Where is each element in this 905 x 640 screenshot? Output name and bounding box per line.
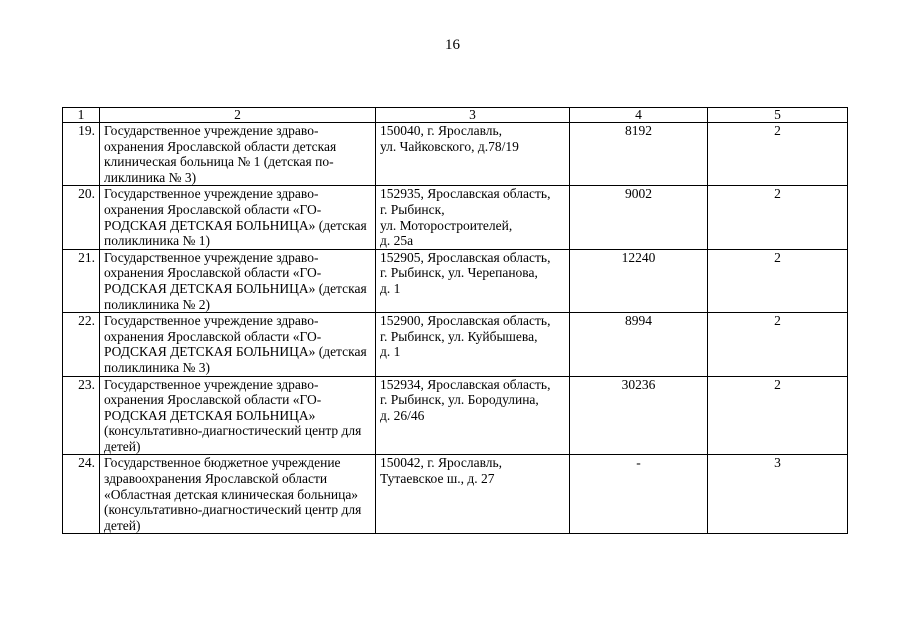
institution-name: Государственное учреждение здравоохранения Ярославской области «ГОРОДСКАЯ ДЕТСКАЯ БОЛЬНИЦА» (консультативно-диагностический центр для детей) xyxy=(100,376,376,455)
row-number: 23. xyxy=(63,376,100,455)
row-number: 19. xyxy=(63,123,100,186)
institution-address: 152934, Ярославская область, г. Рыбинск, ул. Бородулина, д. 26/46 xyxy=(376,376,570,455)
category: 2 xyxy=(708,186,848,249)
institution-address: 150042, г. Ярославль, Тутаевское ш., д. 27 xyxy=(376,455,570,534)
table-row xyxy=(63,376,848,455)
patient-count: 8192 xyxy=(570,123,708,186)
category: 2 xyxy=(708,376,848,455)
institution-name: Государственное учреждение здравоохранения Ярославской области детская клиническая больница № 1 (детская поликлиника № 3) xyxy=(100,123,376,186)
column-header-number: 1 xyxy=(63,108,100,123)
patient-count: 9002 xyxy=(570,186,708,249)
table-row xyxy=(63,186,848,249)
institution-name: Государственное учреждение здравоохранения Ярославской области «ГОРОДСКАЯ ДЕТСКАЯ БОЛЬНИЦА» (детская поликлиника № 2) xyxy=(100,249,376,312)
table-row xyxy=(63,455,848,534)
column-header-category: 5 xyxy=(708,108,848,123)
row-number: 20. xyxy=(63,186,100,249)
patient-count: - xyxy=(570,455,708,534)
category: 2 xyxy=(708,123,848,186)
column-header-address: 3 xyxy=(376,108,570,123)
category: 2 xyxy=(708,249,848,312)
category: 3 xyxy=(708,455,848,534)
column-header-count: 4 xyxy=(570,108,708,123)
row-number: 24. xyxy=(63,455,100,534)
row-number: 21. xyxy=(63,249,100,312)
institution-address: 152900, Ярославская область, г. Рыбинск, ул. Куйбышева, д. 1 xyxy=(376,313,570,376)
patient-count: 8994 xyxy=(570,313,708,376)
institution-address: 150040, г. Ярославль, ул. Чайковского, д.78/19 xyxy=(376,123,570,186)
row-number: 22. xyxy=(63,313,100,376)
institution-name: Государственное учреждение здравоохранения Ярославской области «ГОРОДСКАЯ ДЕТСКАЯ БОЛЬНИЦА» (детская поликлиника № 3) xyxy=(100,313,376,376)
institutions-table xyxy=(62,107,848,534)
institution-address: 152935, Ярославская область, г. Рыбинск, ул. Моторостроителей, д. 25а xyxy=(376,186,570,249)
column-header-name: 2 xyxy=(100,108,376,123)
category: 2 xyxy=(708,313,848,376)
patient-count: 12240 xyxy=(570,249,708,312)
institution-address: 152905, Ярославская область, г. Рыбинск, ул. Черепанова, д. 1 xyxy=(376,249,570,312)
table-row xyxy=(63,123,848,186)
institution-name: Государственное бюджетное учреждение здравоохранения Ярославской области «Областная детская клиническая больница» (консультативно-диагностический центр для детей) xyxy=(100,455,376,534)
table-row xyxy=(63,313,848,376)
table-header-row xyxy=(63,108,848,123)
page-number: 16 xyxy=(445,37,460,53)
institution-name: Государственное учреждение здравоохранения Ярославской области «ГОРОДСКАЯ ДЕТСКАЯ БОЛЬНИЦА» (детская поликлиника № 1) xyxy=(100,186,376,249)
patient-count: 30236 xyxy=(570,376,708,455)
table-row xyxy=(63,249,848,312)
